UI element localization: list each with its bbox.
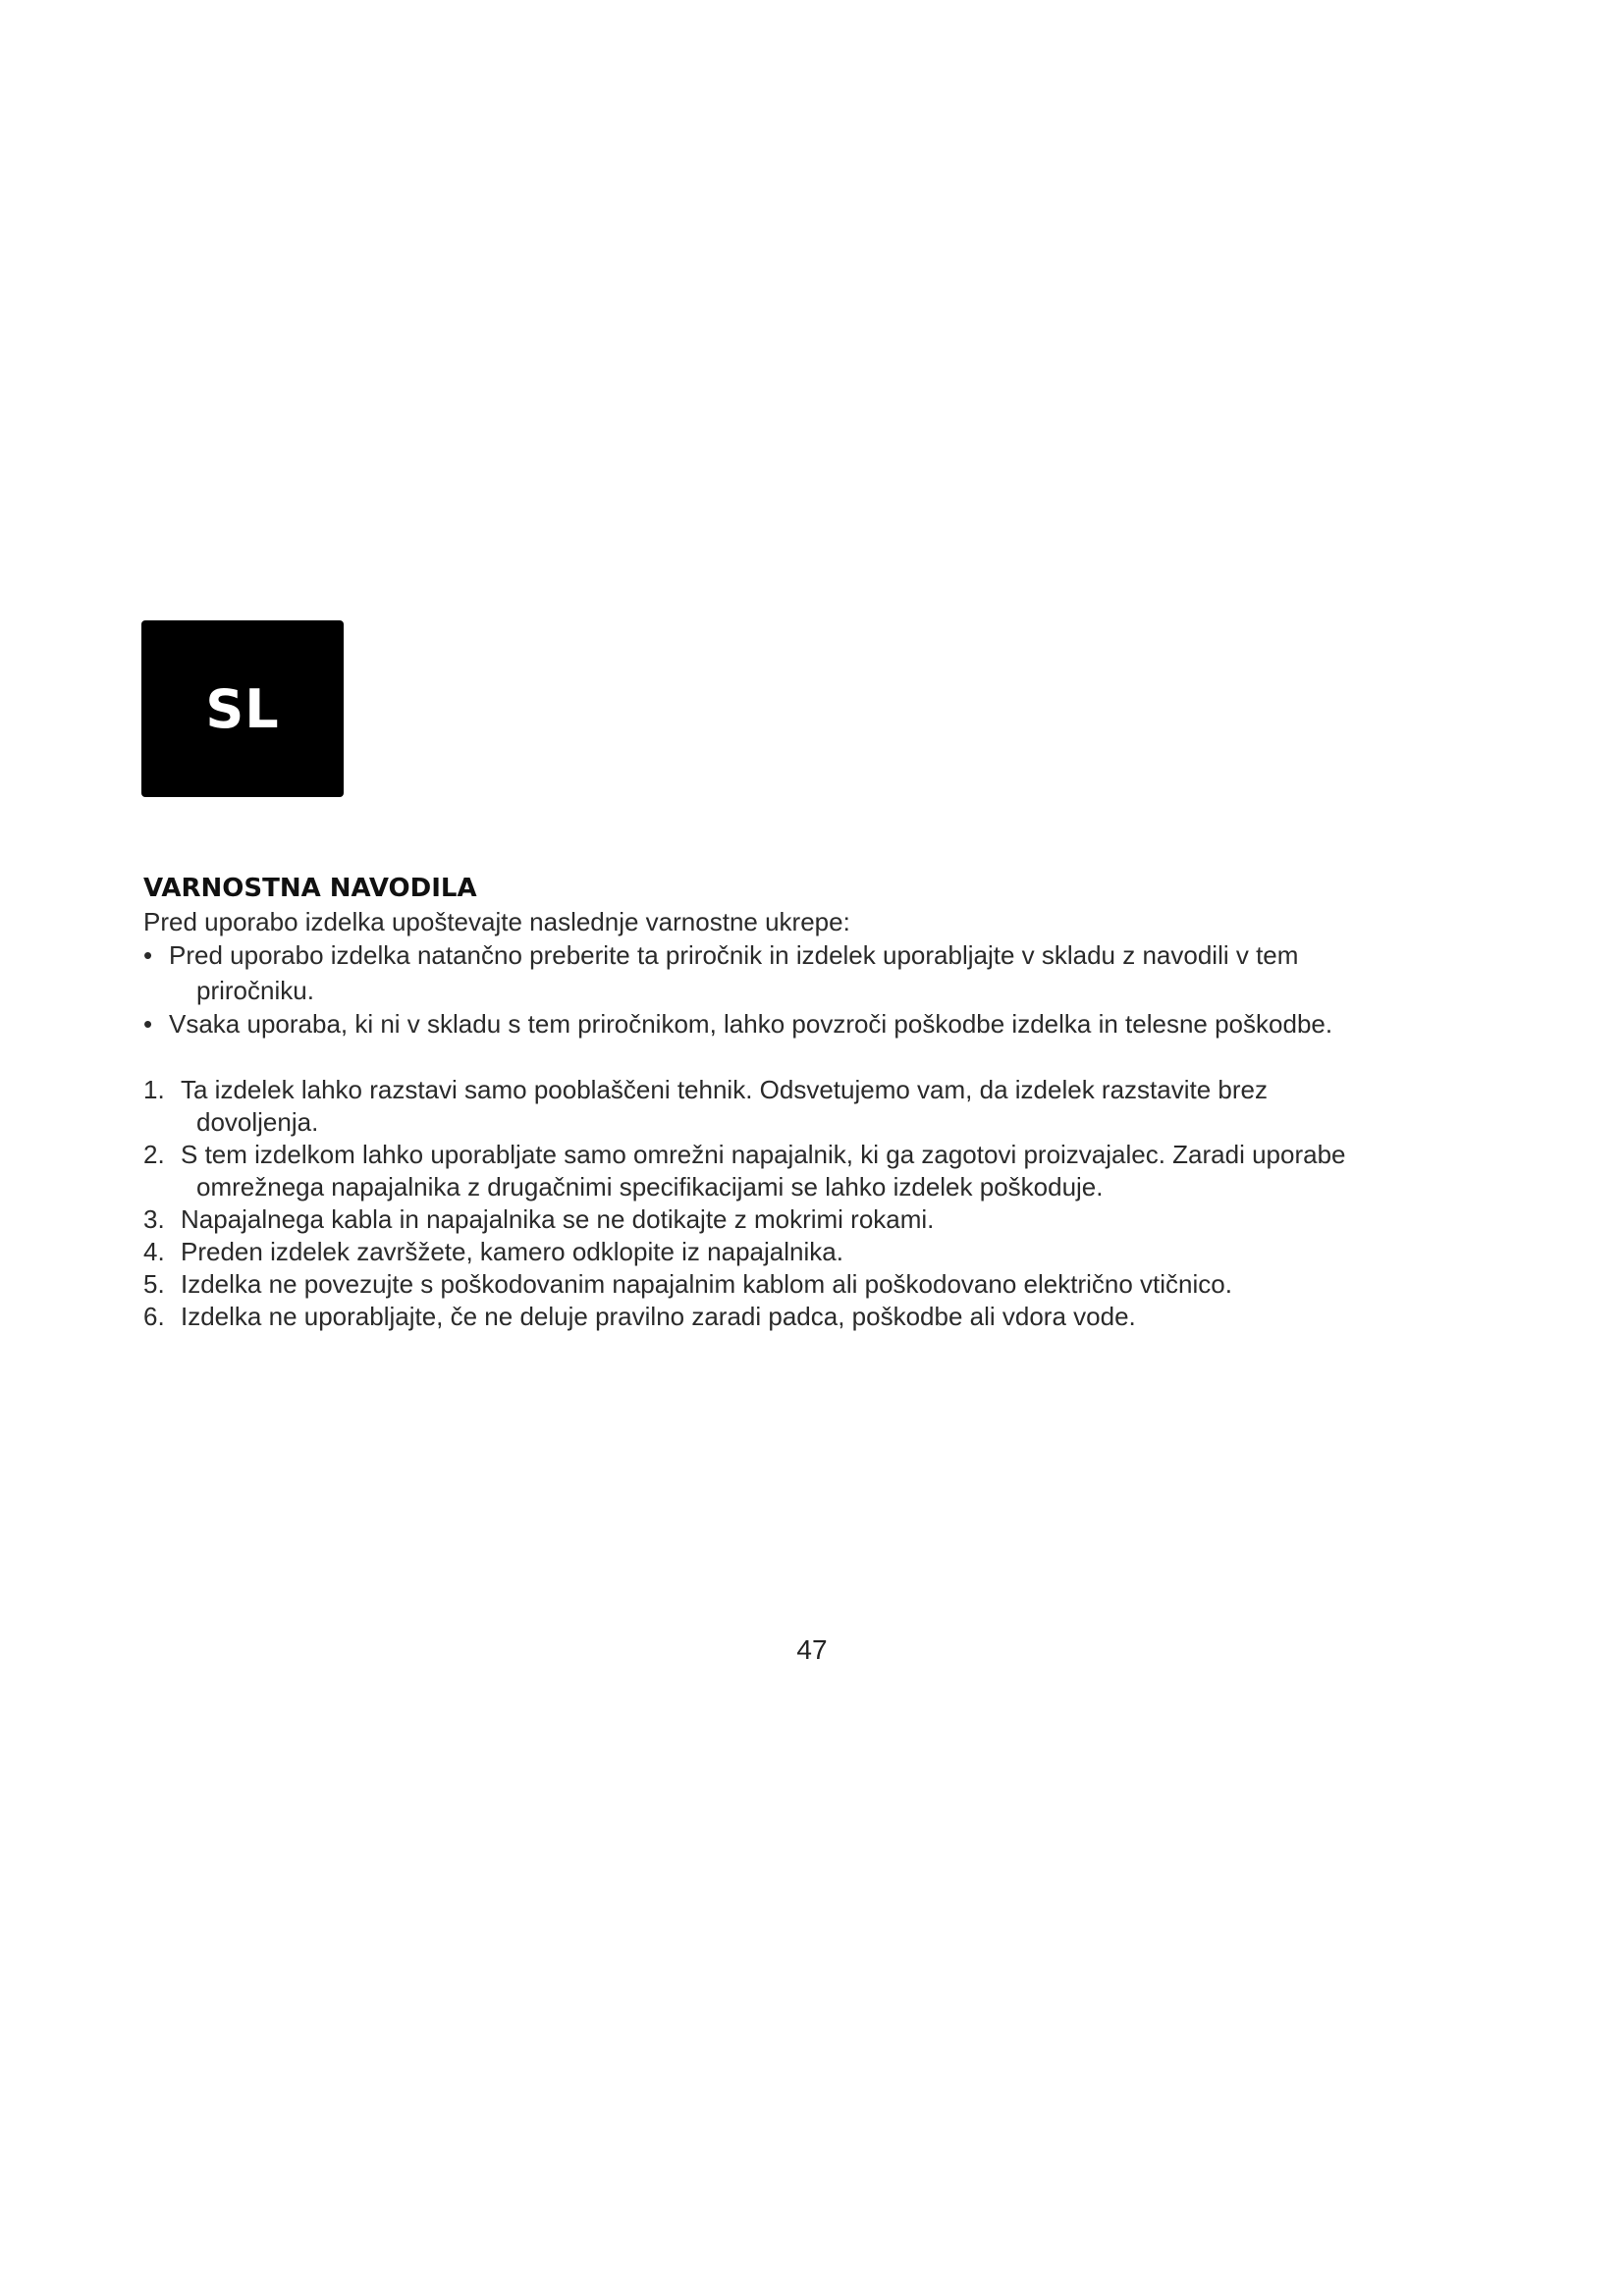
item-text: Ta izdelek lahko razstavi samo pooblaščeni tehnik. Odsvetujemo vam, da izdelek razstavite brez xyxy=(181,1075,1268,1104)
item-number: 3. xyxy=(143,1204,165,1234)
list-item xyxy=(143,1203,1489,1236)
bullet-list xyxy=(143,938,1489,1041)
item-text: Izdelka ne uporabljajte, če ne deluje pravilno zaradi padca, poškodbe ali vdora vode. xyxy=(181,1302,1136,1331)
list-item xyxy=(143,1236,1489,1268)
numbered-list xyxy=(143,1074,1489,1333)
bullet-text: Pred uporabo izdelka natančno preberite ta priročnik in izdelek uporabljajte v skladu z navodili v tem xyxy=(169,940,1299,970)
list-item xyxy=(143,1074,1489,1139)
list-item xyxy=(143,1139,1489,1203)
section-heading: VARNOSTNA NAVODILA xyxy=(143,874,477,903)
item-text: Napajalnega kabla in napajalnika se ne dotikajte z mokrimi rokami. xyxy=(181,1204,935,1234)
section-intro: Pred uporabo izdelka upoštevajte naslednje varnostne ukrepe: xyxy=(143,907,850,936)
item-text-continued: dovoljenja. xyxy=(196,1107,319,1137)
list-item xyxy=(143,938,1489,1007)
item-number: 4. xyxy=(143,1237,165,1266)
item-text: S tem izdelkom lahko uporabljate samo omrežni napajalnik, ki ga zagotovi proizvajalec. Zaradi uporabe xyxy=(181,1140,1346,1169)
language-badge-label: SL xyxy=(205,677,280,740)
item-number: 6. xyxy=(143,1302,165,1331)
bullet-text: Vsaka uporaba, ki ni v skladu s tem priročnikom, lahko povzroči poškodbe izdelka in telesne poškodbe. xyxy=(169,1009,1333,1039)
bullet-marker: • xyxy=(143,1009,153,1039)
item-text-continued: omrežnega napajalnika z drugačnimi specifikacijami se lahko izdelek poškoduje. xyxy=(196,1172,1104,1201)
bullet-marker: • xyxy=(143,940,153,970)
list-item xyxy=(143,1007,1489,1041)
page-number: 47 xyxy=(796,1634,828,1665)
item-text: Izdelka ne povezujte s poškodovanim napajalnim kablom ali poškodovano električno vtičnico. xyxy=(181,1269,1232,1299)
item-number: 5. xyxy=(143,1269,165,1299)
list-item xyxy=(143,1268,1489,1301)
item-number: 1. xyxy=(143,1075,165,1104)
language-badge xyxy=(141,620,344,797)
item-number: 2. xyxy=(143,1140,165,1169)
bullet-text-continued: priročniku. xyxy=(196,976,314,1005)
list-item xyxy=(143,1301,1489,1333)
safety-section xyxy=(143,872,1489,1333)
item-text: Preden izdelek završžete, kamero odklopite iz napajalnika. xyxy=(181,1237,843,1266)
